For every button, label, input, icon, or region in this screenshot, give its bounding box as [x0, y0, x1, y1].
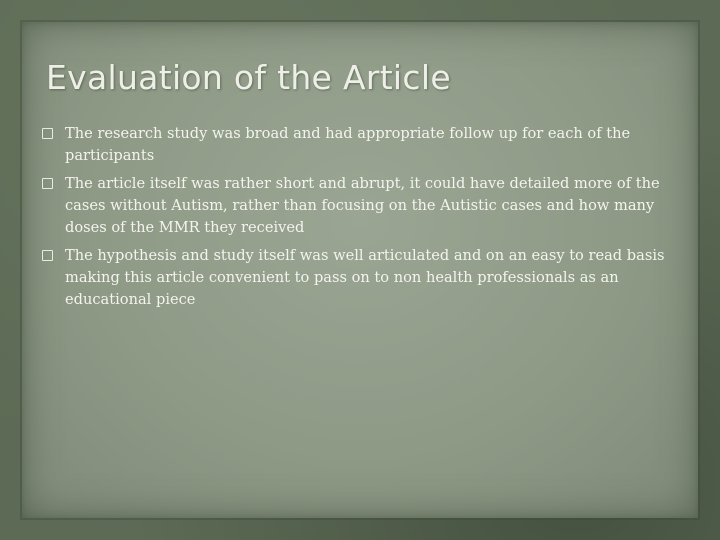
square-bullet-icon [42, 178, 53, 189]
square-bullet-icon [42, 128, 53, 139]
bullet-text: The research study was broad and had appropriate follow up for each of the participants [65, 125, 631, 164]
bullet-item [42, 245, 682, 311]
bullet-text: The hypothesis and study itself was well articulated and on an easy to read basis making this article convenient to pass on to non health professionals as an educational piece [65, 247, 665, 308]
bullet-item [42, 173, 682, 239]
bullet-text: The article itself was rather short and abrupt, it could have detailed more of the cases without Autism, rather than focusing on the Autistic cases and how many doses of the MMR they received [65, 175, 660, 236]
square-bullet-icon [42, 250, 53, 261]
bullet-list [42, 123, 682, 317]
bullet-item [42, 123, 682, 167]
slide-panel [22, 22, 698, 518]
slide-title: Evaluation of the Article [46, 58, 451, 97]
